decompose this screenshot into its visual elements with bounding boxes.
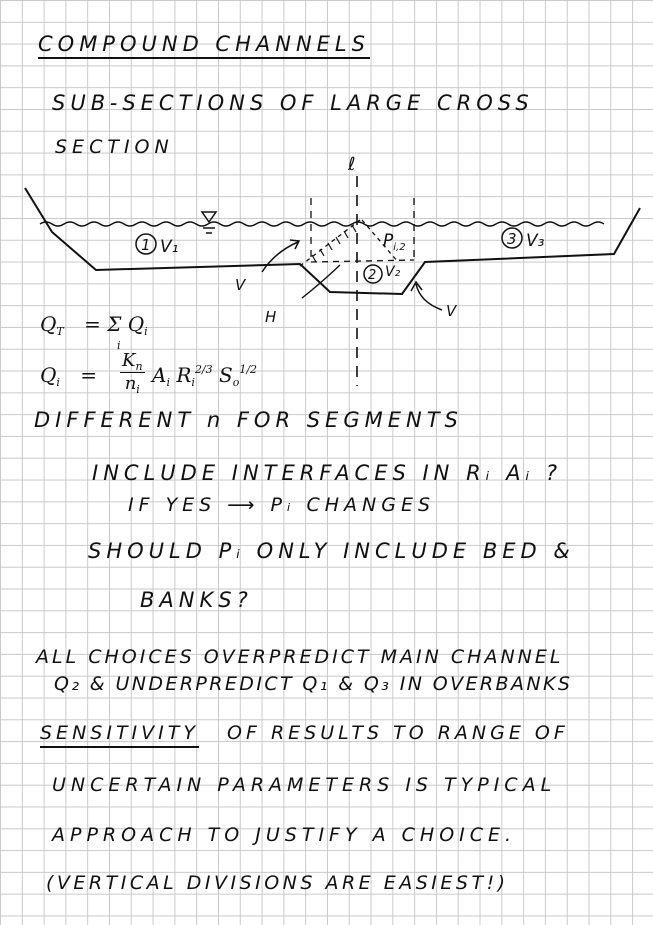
manning-terms: $A_i$ $R_i^{2/3}$ $S_o^{1/2}$ (152, 363, 258, 389)
manning-fraction: $K_n$ $n_i$ (122, 350, 143, 396)
line-should-2: BANKS? (140, 588, 253, 612)
section-3-velocity: V₃ (526, 231, 545, 251)
section-1-number: 1 (141, 236, 151, 254)
horizontal-label: H (265, 308, 277, 326)
section-1-velocity: V₁ (160, 237, 179, 257)
intro-line-2: SECTION (55, 136, 174, 158)
page-title: COMPOUND CHANNELS (38, 34, 370, 59)
line-vertical-divisions: (VERTICAL DIVISIONS ARE EASIEST!) (46, 872, 509, 894)
line-uncertain: UNCERTAIN PARAMETERS IS TYPICAL (52, 774, 557, 796)
sensitivity-word: SENSITIVITY (40, 722, 199, 748)
line-different-n: DIFFERENT n FOR SEGMENTS (34, 408, 463, 432)
vertical-label-left: V (235, 276, 246, 294)
line-all-choices-2: Q₂ & UNDERPREDICT Q₁ & Q₃ IN OVERBANKS (54, 673, 573, 695)
equation-q-i: $Q_i$ = (40, 363, 98, 389)
interface-perimeter-label: $P_{i,2}$ (383, 231, 406, 253)
equation-q-total: $Q_T = \Sigma$ $Q_i$ (40, 312, 148, 338)
line-include-interfaces: INCLUDE INTERFACES IN Rᵢ Aᵢ ? (92, 461, 563, 485)
vertical-label-right: V (446, 302, 457, 320)
line-if-yes: IF YES ⟶ Pᵢ CHANGES (128, 494, 436, 516)
interface-hatch-marks (312, 225, 356, 262)
section-2-number: 2 (368, 268, 377, 283)
section-2-velocity: V₂ (385, 264, 401, 280)
interface-horizontal-dashed (311, 260, 414, 262)
sum-index: i (117, 339, 121, 352)
intro-line-1: SUB-SECTIONS OF LARGE CROSS (52, 91, 534, 115)
section-3-number: 3 (507, 230, 517, 248)
line-all-choices-1: ALL CHOICES OVERPREDICT MAIN CHANNEL (36, 646, 564, 668)
line-sensitivity: SENSITIVITY OF RESULTS TO RANGE OF (40, 724, 569, 743)
line-approach: APPROACH TO JUSTIFY A CHOICE. (52, 824, 517, 846)
interface-diagonal-left (300, 220, 360, 266)
water-surface (40, 222, 604, 226)
line-should-1: SHOULD Pᵢ ONLY INCLUDE BED & (88, 539, 575, 563)
vertical-arrow-left (262, 242, 298, 272)
centerline-symbol: ℓ (348, 154, 356, 175)
